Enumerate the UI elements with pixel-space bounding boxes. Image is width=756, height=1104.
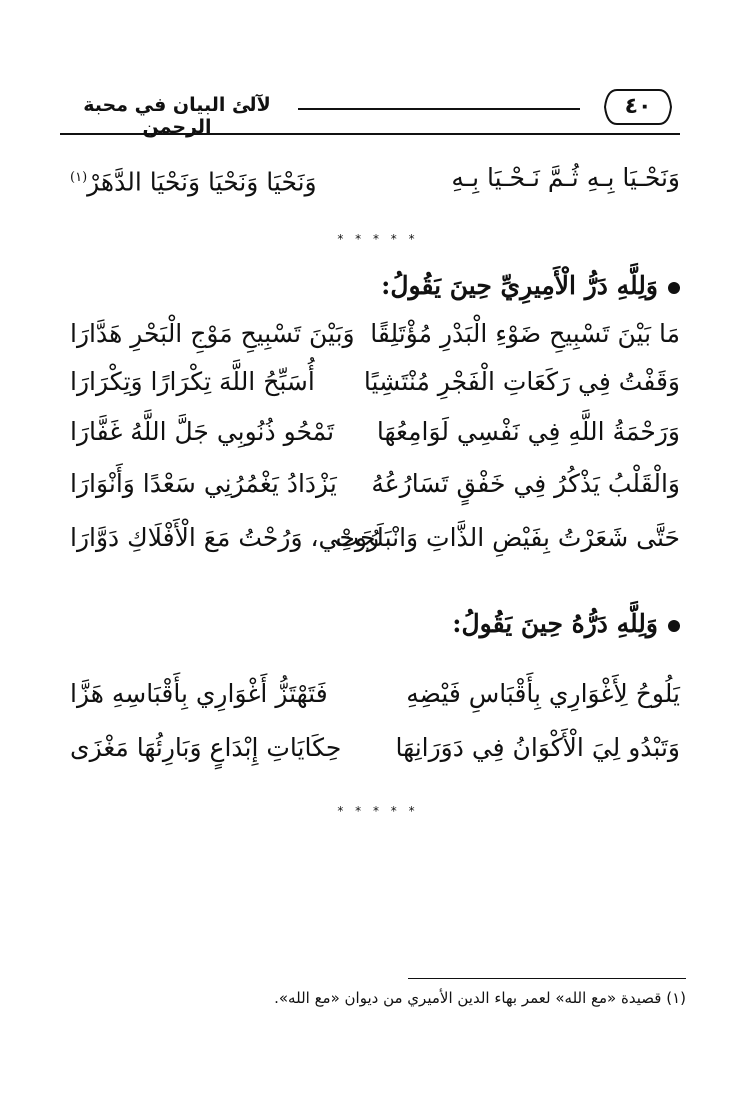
verse-first-hemistich: وَرَحْمَةُ اللَّهِ فِي نَفْسِي لَوَامِعُهَا (376, 417, 680, 446)
page-number-badge (603, 88, 673, 126)
running-header-title: لآلئ البيان في محبة الرحمن (83, 94, 271, 138)
verse-second-hemistich (70, 156, 317, 204)
footnote-reference: (١) (70, 170, 88, 185)
verse-line (70, 156, 680, 200)
footnote-text: (١) قصيدة «مع الله» لعمر بهاء الدين الأميري من ديوان «مع الله». (274, 989, 686, 1007)
section-heading (120, 604, 680, 644)
header-rule (60, 133, 680, 135)
section-separator: * * * * * (337, 232, 419, 246)
verse-first-hemistich: وَقَفْتُ فِي رَكَعَاتِ الْفَجْرِ مُنْتَشِيًا (363, 367, 680, 396)
verse-line (70, 516, 680, 560)
verse-first-hemistich: يَلُوحُ لِأَغْوَارِي بِأَقْبَاسِ فَيْضِهِ (406, 679, 680, 708)
header-divider-line (298, 108, 580, 110)
verse-first-hemistich: وَنَحْـيَا بِـهِ ثُـمَّ نَـحْـيَا بِـهِ (451, 163, 680, 192)
verse-first-hemistich: وَالْقَلْبُ يَذْكُرُ فِي خَفْقٍ تَسَارُعُهُ (371, 469, 680, 498)
verse-second-hemistich-text: وَنَحْيَا وَنَحْيَا وَنَحْيَا الدَّهَرْ (87, 167, 317, 197)
verse-second-hemistich: رُوحِي، وَرُحْتُ مَعَ الْأَفْلَاكِ دَوَّارَا (70, 523, 379, 552)
section-heading (120, 266, 680, 306)
verse-line (70, 312, 680, 356)
verse-second-hemistich: وَبَيْنَ تَسْبِيحِ مَوْجِ الْبَحْرِ هَدَّارَا (70, 319, 355, 348)
verse-line (70, 672, 680, 716)
bullet-icon (668, 282, 680, 294)
verse-line (70, 360, 680, 404)
verse-line (70, 410, 680, 454)
verse-first-hemistich: حَتَّى شَعَرْتُ بِفَيْضِ الذَّاتِ وَانْبَلَجَتْ (335, 523, 680, 552)
section-heading-text: وَلِلَّهِ دَرُّهُ حِينَ يَقُولُ: (452, 609, 658, 638)
verse-second-hemistich: يَزْدَادُ يَغْمُرُنِي سَعْدًا وَأَنْوَارَا (70, 469, 337, 498)
verse-second-hemistich: فَتَهْتَزُّ أَغْوَارِي بِأَقْبَاسِهِ هَزَّا (70, 679, 328, 708)
verse-line (70, 726, 680, 770)
verse-second-hemistich: أُسَبِّحُ اللَّهَ تِكْرَارًا وَتِكْرَارَا (70, 367, 315, 396)
verse-second-hemistich: حِكَايَاتِ إِبْدَاعٍ وَبَارِئُهَا مَغْزَى (70, 733, 342, 762)
section-heading-text: وَلِلَّهِ دَرُّ الْأَمِيرِيِّ حِينَ يَقُولُ: (381, 271, 658, 300)
verse-first-hemistich: وَتَبْدُو لِيَ الْأَكْوَانُ فِي دَوَرَانِهَا (395, 733, 680, 762)
verse-first-hemistich: مَا بَيْنَ تَسْبِيحِ ضَوْءِ الْبَدْرِ مُؤْتَلِقًا (370, 319, 680, 348)
bullet-icon (668, 620, 680, 632)
section-separator: * * * * * (337, 804, 419, 818)
verse-second-hemistich: تَمْحُو ذُنُوبِي جَلَّ اللَّهُ غَفَّارَا (70, 417, 335, 446)
verse-line (70, 462, 680, 506)
page-number: ٤٠ (624, 94, 652, 119)
footnote-rule (408, 978, 686, 979)
